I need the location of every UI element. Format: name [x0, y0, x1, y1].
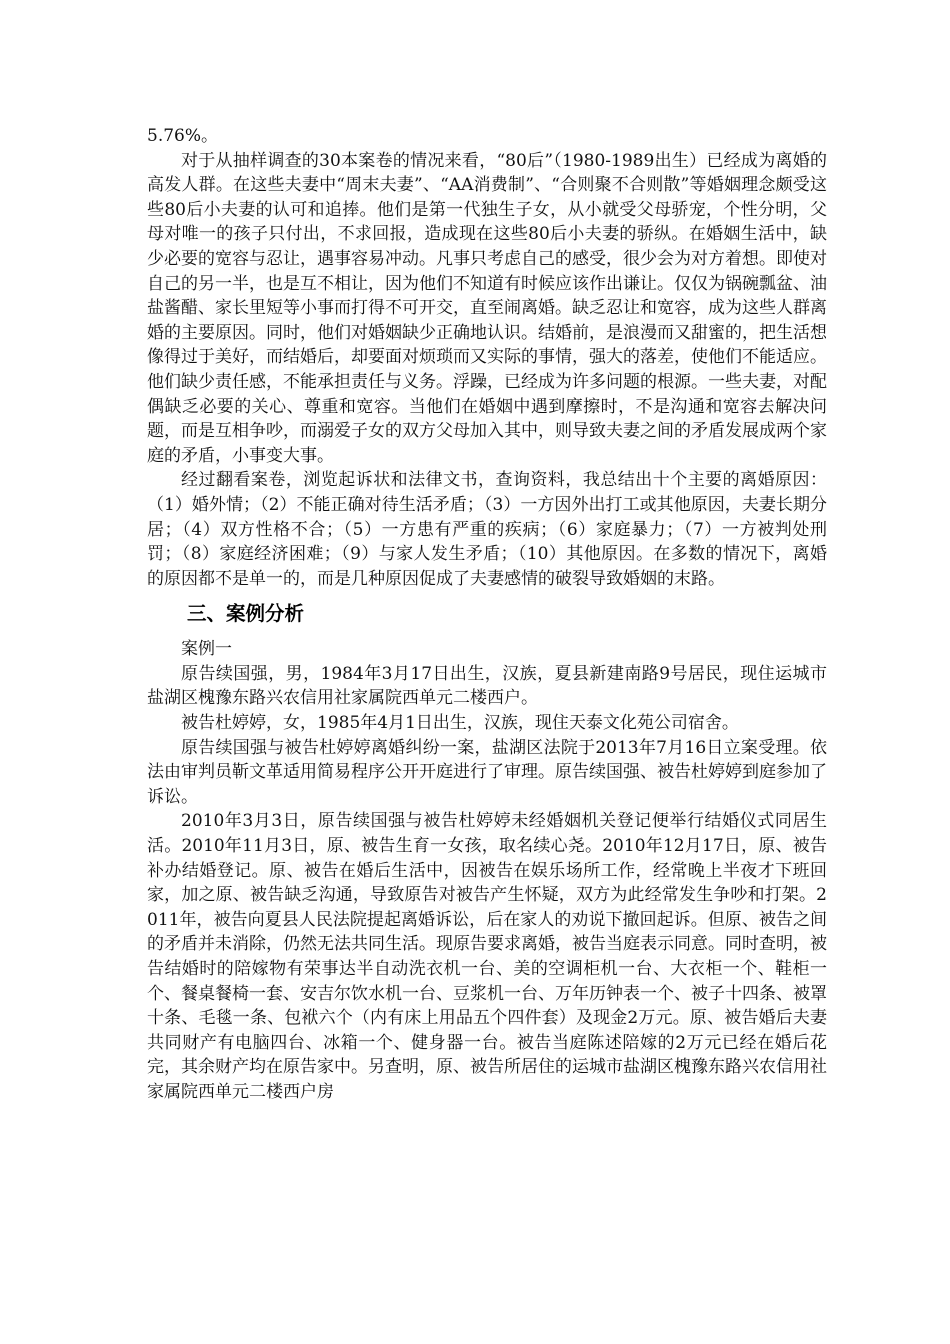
paragraph-case-filing: 原告续国强与被告杜婷婷离婚纠纷一案，盐湖区法院于2013年7月16日立案受理。依法由审判员靳文革适用简易程序公开开庭进行了审理。原告续国强、被告杜婷婷到庭参加了诉讼。 [147, 737, 827, 807]
paragraph-case-facts: 2010年3月3日，原告续国强与被告杜婷婷未经婚姻机关登记便举行结婚仪式同居生活。2010年11月3日，原、被告生育一女孩，取名续心尧。2010年12月17日，原、被告补办结婚登记。原、被告在婚后生活中，因被告在娱乐场所工作，经常晚上半夜才下班回家，加之原、被告缺乏沟通，导致原告对被告产生怀疑，双方为此经常发生争吵和打架。2011年，被告向夏县人民法院提起离婚诉讼，后在家人的劝说下撤回起诉。但原、被告之间的矛盾并未消除，仍然无法共同生活。现原告要求离婚，被告当庭表示同意。同时查明，被告结婚时的陪嫁物有荣事达半自动洗衣机一台、美的空调柜机一台、大衣柜一个、鞋柜一个、餐桌餐椅一套、安吉尔饮水机一台、豆浆机一台、万年历钟表一个、被子十四条、被罩十条、毛毯一条、包袱六个（内有床上用品五个四件套）及现金2万元。原、被告婚后夫妻共同财产有电脑四台、冰箱一个、健身器一台。被告当庭陈述陪嫁的2万元已经在婚后花完，其余财产均在原告家中。另查明，原、被告所居住的运城市盐湖区槐豫东路兴农信用社家属院西单元二楼西户房 [147, 811, 827, 1102]
paragraph-defendant: 被告杜婷婷，女，1985年4月1日出生，汉族，现住天泰文化苑公司宿舍。 [181, 713, 739, 734]
document-page [147, 124, 827, 1105]
paragraph-post-80s-analysis: 对于从抽样调查的30本案卷的情况来看，“80后”（1980-1989出生）已经成为离婚的高发人群。在这些夫妻中“周末夫妻”、“AA消费制”、“合则聚不合则散”等婚姻理念颇受这些80后小夫妻的认可和追捧。他们是第一代独生子女，从小就受父母骄宠，个性分明，父母对唯一的孩子只付出，不求回报，造成现在这些80后小夫妻的骄纵。在婚姻生活中，缺少必要的宽容与忍让，遇事容易冲动。凡事只考虑自己的感受，很少会为对方着想。即使对自己的另一半，也是互不相让，因为他们不知道有时候应该作出谦让。仅仅为锅碗瓢盆、油盐酱醋、家长里短等小事而打得不可开交，直至闹离婚。缺乏忍让和宽容，成为这些人群离婚的主要原因。同时，他们对婚姻缺少正确地认识。结婚前，是浪漫而又甜蜜的，把生活想像得过于美好，而结婚后，却要面对烦琐而又实际的事情，强大的落差，使他们不能适应。他们缺少责任感，不能承担责任与义务。浮躁，已经成为许多问题的根源。一些夫妻，对配偶缺乏必要的关心、尊重和宽容。当他们在婚姻中遇到摩擦时，不是沟通和宽容去解决问题，而是互相争吵，而溺爱子女的双方父母加入其中，则导致夫妻之间的矛盾发展成两个家庭的矛盾，小事变大事。 [147, 150, 827, 466]
case-label: 案例一 [181, 639, 232, 660]
section-heading-case-analysis: 三、案例分析 [187, 602, 305, 626]
paragraph-plaintiff: 原告续国强，男，1984年3月17日出生，汉族，夏县新建南路9号居民，现住运城市盐湖区槐豫东路兴农信用社家属院西单元二楼西户。 [147, 663, 827, 709]
paragraph-divorce-reasons: 经过翻看案卷，浏览起诉状和法律文书，查询资料，我总结出十个主要的离婚原因：（1）婚外情；（2）不能正确对待生活矛盾；（3）一方因外出打工或其他原因，夫妻长期分居；（4）双方性格不合；（5）一方患有严重的疾病；（6）家庭暴力；（7）一方被判处刑罚；（8）家庭经济困难；（9）与家人发生矛盾；（10）其他原因。在多数的情况下，离婚的原因都不是单一的，而是几种原因促成了夫妻感情的破裂导致婚姻的末路。 [147, 470, 827, 589]
paragraph-percentage: 5.76%。 [147, 126, 219, 146]
